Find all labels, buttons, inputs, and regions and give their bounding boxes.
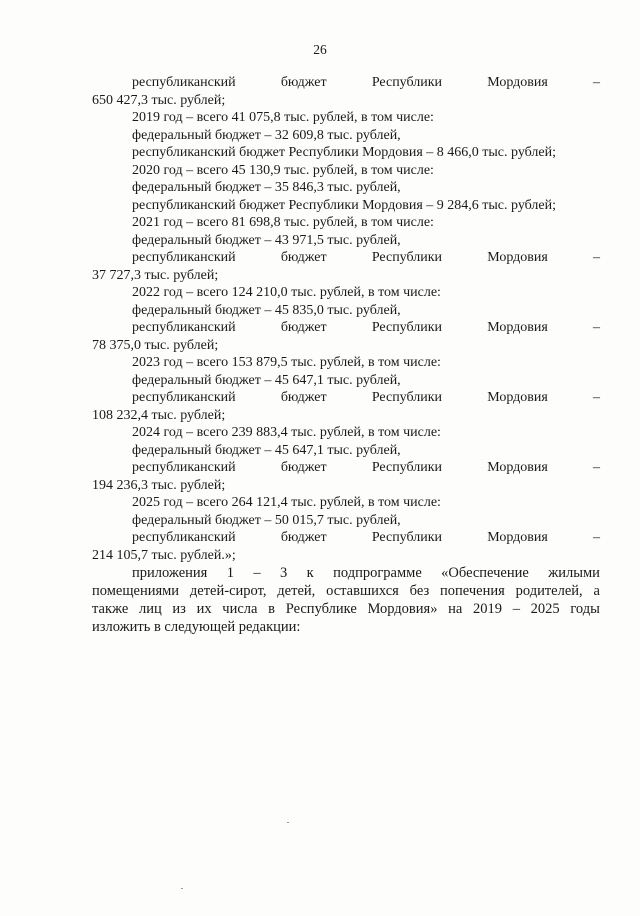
word: Республики [371, 530, 443, 545]
word: к [306, 565, 314, 581]
text-line [92, 74, 600, 92]
word: – [592, 460, 600, 475]
word: жилыми [548, 565, 600, 581]
amendment-paragraph [92, 564, 600, 636]
text-line [92, 529, 600, 547]
word: помещениями [92, 583, 180, 599]
word: Мордовия [487, 390, 548, 405]
word: детей, [277, 583, 316, 599]
word: Мордовия [487, 75, 548, 90]
text-line: федеральный бюджет – 43 971,5 тыс. рублей, [132, 232, 401, 248]
page-number: 26 [313, 42, 327, 57]
word: их [196, 601, 212, 617]
word: Мордовия» [367, 601, 438, 617]
word: – [592, 75, 600, 90]
word: Мордовия [487, 250, 548, 265]
word: бюджет [280, 75, 327, 90]
text-line: федеральный бюджет – 35 846,3 тыс. рублей, [132, 180, 401, 195]
word: приложения [132, 565, 208, 581]
word: Республике [285, 601, 357, 617]
word: числа [222, 601, 258, 617]
word: – [592, 530, 600, 545]
word: Мордовия [487, 320, 548, 335]
scan-speck [181, 888, 183, 889]
word: республиканский [132, 250, 236, 265]
word: годы [570, 601, 600, 617]
word: «Обеспечение [441, 565, 529, 581]
word: бюджет [280, 390, 327, 405]
word: – [253, 565, 261, 581]
text-line: 2022 год – всего 124 210,0 тыс. рублей, в том числе: [132, 285, 441, 300]
text-line: федеральный бюджет – 50 015,7 тыс. рублей, [132, 512, 401, 528]
word: бюджет [280, 250, 327, 265]
text-line [92, 249, 600, 267]
word: – [592, 390, 600, 405]
text-line [92, 389, 600, 407]
text-line: федеральный бюджет – 45 647,1 тыс. рублей, [132, 442, 401, 458]
text-line: республиканский бюджет Республики Мордовия – 9 284,6 тыс. рублей; [132, 197, 556, 213]
text-line: изложить в следующей редакции: [92, 619, 301, 635]
text-line: 214 105,7 тыс. рублей.»; [92, 547, 236, 563]
word: Республики [371, 320, 443, 335]
text-line: 2025 год – всего 264 121,4 тыс. рублей, в том числе: [132, 495, 441, 510]
word: 2019 [473, 601, 503, 617]
word: также [92, 601, 129, 617]
word: 2025 [530, 601, 560, 617]
word: Республики [371, 250, 443, 265]
text-line: республиканский бюджет Республики Мордовия – 8 466,0 тыс. рублей; [132, 145, 556, 160]
budget-lines [92, 74, 600, 564]
text-line: 194 236,3 тыс. рублей; [92, 477, 226, 493]
text-line: 2019 год – всего 41 075,8 тыс. рублей, в том числе: [132, 110, 434, 125]
word: республиканский [132, 460, 236, 475]
word: без [409, 583, 430, 599]
word: – [592, 250, 600, 265]
text-line: 2023 год – всего 153 879,5 тыс. рублей, в том числе: [132, 355, 441, 370]
text-line: 2020 год – всего 45 130,9 тыс. рублей, в том числе: [132, 162, 434, 178]
text-line [92, 582, 600, 600]
text-line: 650 427,3 тыс. рублей; [92, 92, 226, 108]
text-line: 2021 год – всего 81 698,8 тыс. рублей, в том числе: [132, 215, 434, 230]
word: родителей, [515, 583, 583, 599]
word: Мордовия [487, 530, 548, 545]
word: в [268, 601, 276, 617]
word: бюджет [280, 530, 327, 545]
word: попечения [440, 583, 505, 599]
text-line [92, 564, 600, 582]
text-line: 37 727,3 тыс. рублей; [92, 267, 219, 283]
text-line [92, 600, 600, 618]
text-line [92, 319, 600, 337]
word: Мордовия [487, 460, 548, 475]
word: а [593, 583, 600, 599]
text-line: 108 232,4 тыс. рублей; [92, 407, 226, 423]
text-line: 78 375,0 тыс. рублей; [92, 337, 219, 353]
word: бюджет [280, 460, 327, 475]
text-line: федеральный бюджет – 45 647,1 тыс. рублей, [132, 372, 401, 388]
word: Республики [371, 460, 443, 475]
word: 3 [280, 565, 288, 581]
text-line: 2024 год – всего 239 883,4 тыс. рублей, в том числе: [132, 425, 441, 440]
word: республиканский [132, 390, 236, 405]
text-line [92, 459, 600, 477]
word: оставшихся [326, 583, 399, 599]
word: республиканский [132, 320, 236, 335]
word: подпрограмме [333, 565, 422, 581]
word: – [512, 601, 520, 617]
word: 1 [226, 565, 234, 581]
word: – [592, 320, 600, 335]
word: Республики [371, 75, 443, 90]
word: детей-сирот, [189, 583, 267, 599]
budget-text-block [92, 74, 600, 636]
word: Республики [371, 390, 443, 405]
word: лиц [138, 601, 162, 617]
text-line: федеральный бюджет – 45 835,0 тыс. рублей, [132, 302, 401, 318]
word: на [448, 601, 463, 617]
word: республиканский [132, 75, 236, 90]
word: республиканский [132, 530, 236, 545]
text-line: федеральный бюджет – 32 609,8 тыс. рублей, [132, 127, 401, 143]
word: бюджет [280, 320, 327, 335]
scan-speck [287, 822, 289, 823]
word: из [172, 601, 186, 617]
